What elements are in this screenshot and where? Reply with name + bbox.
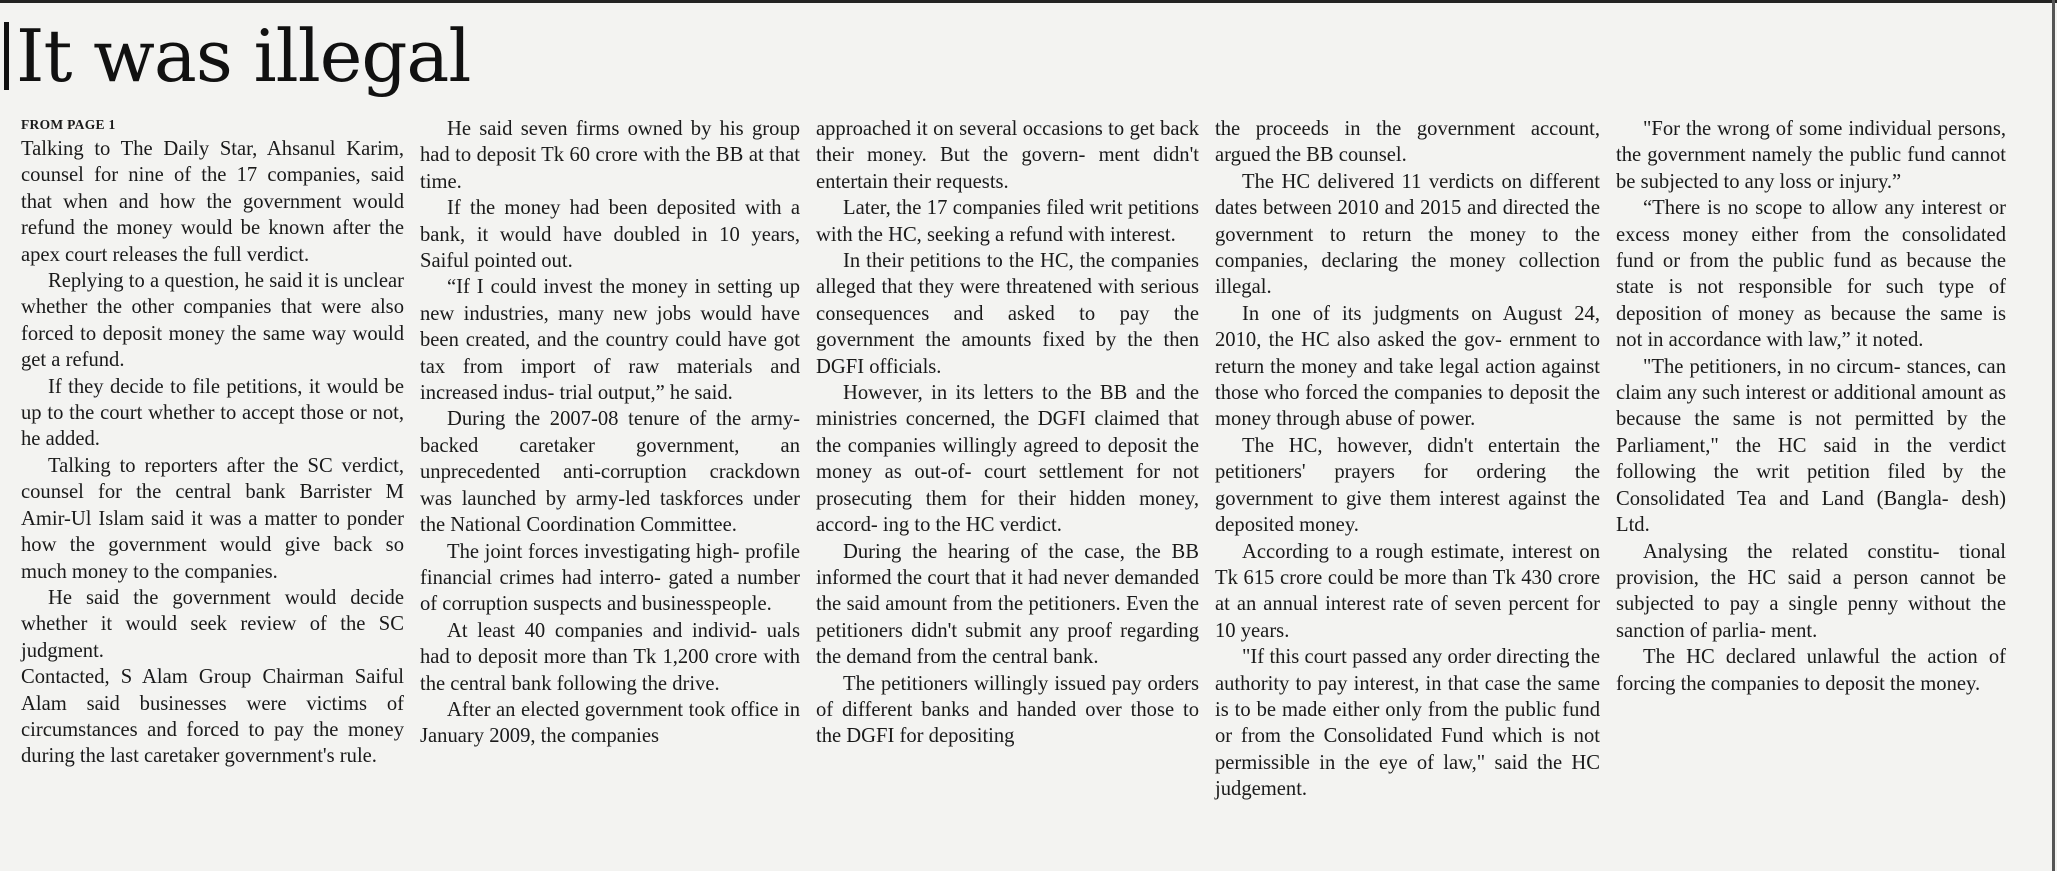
paragraph: However, in its letters to the BB and the ministries concerned, the DGFI claimed that the companies willingly agreed to deposit the money as out-of- court settlement for not prosecuting them for their hidden money, accord- ing to the HC verdict. [816, 382, 1199, 537]
paragraph: The joint forces investigating high- profile financial crimes had interro- gated a number of corruption suspects and businesspeople. [420, 540, 800, 616]
paragraph: According to a rough estimate, interest on Tk 615 crore could be more than Tk 430 crore at an annual interest rate of seven percent for 10 years. [1215, 540, 1600, 642]
paragraph: At least 40 companies and individ- uals had to deposit more than Tk 1,200 crore with the central bank following the drive. [420, 619, 800, 695]
paragraph: the proceeds in the government account, argued the BB counsel. [1215, 118, 1600, 167]
headline: It was illegal [16, 14, 471, 98]
paragraph: During the 2007-08 tenure of the army-backed caretaker government, an unprecedented anti-corruption crackdown was launched by army-led taskforces under the National Coordination Committee. [420, 408, 800, 537]
paragraph: “There is no scope to allow any interest or excess money either from the consolidated fund or from the public fund as because the state is not responsible for such type of deposition of money as because the same is not in accordance with law,” it noted. [1616, 197, 2006, 352]
paragraph: "If this court passed any order directing the authority to pay interest, in that case the same is to be made either only from the public fund or from the Consolidated Fund which is not permissible in the eye of law," said the HC judgement. [1215, 646, 1600, 801]
paragraph: The HC declared unlawful the action of forcing the companies to deposit the money. [1616, 646, 2006, 695]
paragraph: During the hearing of the case, the BB informed the court that it had never demanded the said amount from the petitioners. Even the petitioners didn't submit any proof regarding the demand from the central bank. [816, 540, 1199, 669]
column-5 [1616, 116, 2006, 803]
paragraph: approached it on several occasions to get back their money. But the govern- ment didn't entertain their requests. [816, 118, 1199, 193]
paragraph: "For the wrong of some individual persons, the government namely the public fund cannot be subjected to any loss or injury.” [1616, 118, 2006, 193]
paragraph: “If I could invest the money in setting up new industries, many new jobs would have been created, and the country could have got tax from import of raw materials and increased indus- trial output,” he said. [420, 276, 800, 405]
paragraph: Later, the 17 companies filed writ petitions with the HC, seeking a refund with interest. [816, 197, 1199, 246]
paragraph: If they decide to file petitions, it would be up to the court whether to accept those or not, he added. [21, 375, 404, 451]
paragraph: He said the government would decide whether it would seek review of the SC judgment. [21, 586, 404, 662]
paragraph: If the money had been deposited with a bank, it would have doubled in 10 years, Saiful pointed out. [420, 197, 800, 273]
paragraph: Analysing the related constitu- tional provision, the HC said a person cannot be subjected to pay a single penny without the sanction of parlia- ment. [1616, 540, 2006, 642]
column-2 [420, 116, 800, 803]
top-rule [0, 0, 2057, 3]
headline-bar [4, 22, 9, 90]
paragraph: Replying to a question, he said it is unclear whether the other companies that were also forced to deposit money the same way would get a refund. [21, 270, 404, 372]
paragraph: Talking to reporters after the SC verdict, counsel for the central bank Barrister M Amir-Ul Islam said it was a matter to ponder how the government would give back so much money to the companies. [21, 454, 404, 583]
column-1 [21, 116, 404, 803]
paragraph: After an elected government took office in January 2009, the companies [420, 698, 800, 748]
article-body [21, 116, 2006, 803]
paragraph: "The petitioners, in no circum- stances, can claim any such interest or additional amount as because the same is not permitted by the Parliament," the HC said in the verdict following the writ petition filed by the Consolidated Tea and Land (Bangla- desh) Ltd. [1616, 355, 2006, 537]
paragraph: The HC, however, didn't entertain the petitioners' prayers for ordering the government to give them interest against the deposited money. [1215, 434, 1600, 537]
column-4 [1215, 116, 1600, 803]
paragraph: The petitioners willingly issued pay orders of different banks and handed over those to the DGFI for depositing [816, 672, 1199, 748]
paragraph: In their petitions to the HC, the companies alleged that they were threatened with serious consequences and asked to pay the government the amounts fixed by the then DGFI officials. [816, 250, 1199, 378]
column-3 [816, 116, 1199, 803]
right-rule [2052, 0, 2055, 871]
paragraph: Contacted, S Alam Group Chairman Saiful Alam said businesses were victims of circumstances and forced to pay the money during the last caretaker government's rule. [21, 666, 404, 768]
paragraph: Talking to The Daily Star, Ahsanul Karim, counsel for nine of the 17 companies, said that when and how the government would refund the money would be known after the apex court releases the full verdict. [21, 138, 404, 266]
paragraph: In one of its judgments on August 24, 2010, the HC also asked the gov- ernment to return the money and take legal action against those who forced the companies to deposit the money through abuse of power. [1215, 302, 1600, 431]
kicker: FROM PAGE 1 [21, 117, 116, 132]
paragraph: The HC delivered 11 verdicts on different dates between 2010 and 2015 and directed the government to return the money to the companies, declaring the money collection illegal. [1215, 170, 1600, 299]
paragraph: He said seven firms owned by his group had to deposit Tk 60 crore with the BB at that time. [420, 118, 800, 193]
